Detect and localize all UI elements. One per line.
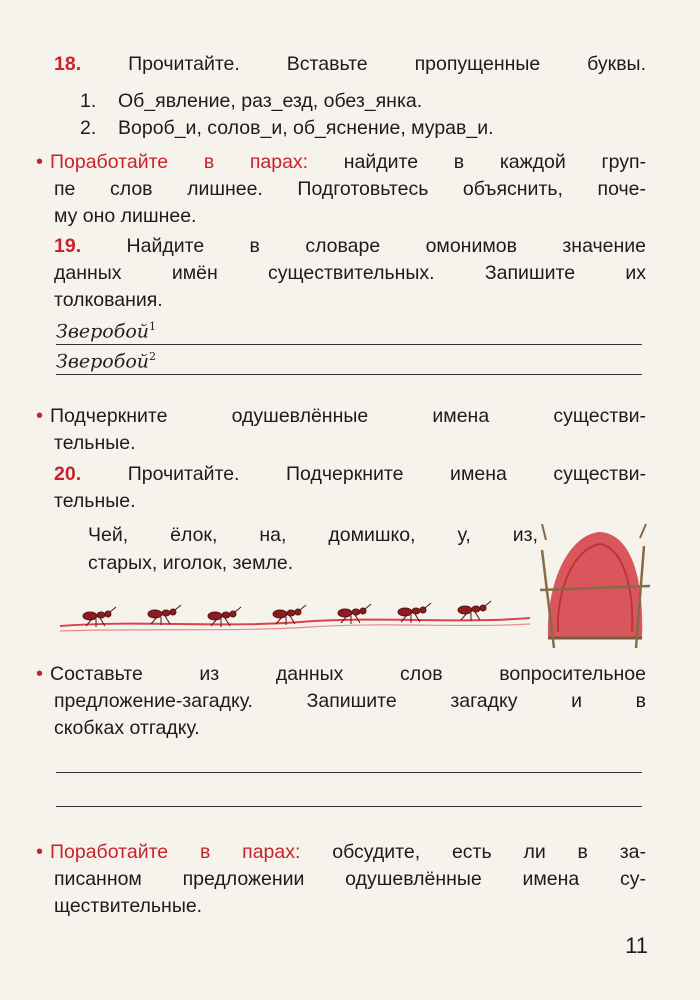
bullet-icon: • [36,841,44,863]
anthill-illustration [540,520,650,650]
ex20-number: 20. [54,463,82,485]
ex18-pair-task-2: пе слов лишнее. Подготовьтесь объяснить, поче- [54,178,646,200]
handwriting-2: Зверобой$^2$ [56,350,157,373]
ex18-pair-task-3: му оно лишнее. [54,205,197,227]
ex20-heading: 20. Прочитайте. Подчеркните имена существи- [54,463,646,485]
bullet-icon: • [36,405,44,427]
ex18-heading [54,50,646,78]
ex20-line-2: тельные. [54,490,136,512]
ex18-line-2: 2. Вороб_и, солов_и, об_яснение, мурав_и. [80,117,494,139]
ex20-compose-task-3: скобках отгадку. [54,717,200,739]
answer-line-1[interactable] [56,344,642,345]
ex19-line-3: толкования. [54,289,163,311]
bullet-icon: • [36,151,44,173]
ex20-pair-task-2: писанном предложении одушевлённые имена су- [54,868,646,890]
answer-line-4[interactable] [56,806,642,807]
ex20-compose-task-1: • Составьте из данных слов вопросительное [54,660,646,688]
ex19-underline-task-1: • Подчеркните одушевлённые имена существи- [54,402,646,430]
ex19-underline-task-2: тельные. [54,432,136,454]
ex20-words-2: старых, иголок, земле. [88,552,294,574]
answer-line-3[interactable] [56,772,642,773]
page-number: 11 [625,933,648,958]
ex20-words-1: Чей, ёлок, на, домишко, у, из, [88,524,538,546]
ex20-compose-task-2: предложение-загадку. Запишите загадку и в [54,690,646,712]
ex19-line-2: данных имён существительных. Запишите их [54,262,646,284]
handwriting-1: Зверобой$^1$ [56,320,157,343]
ex19-number: 19. [54,235,82,257]
ex18-title: Прочитайте. Вставьте пропущенные буквы. [128,53,646,75]
ex20-pair-task-3: ществительные. [54,895,203,917]
ex20-pair-task-1: • Поработайте в парах: обсудите, есть ли в за- [54,838,646,866]
ex18-line-1: 1. Об_явление, раз_езд, обез_янка. [80,90,423,112]
bullet-icon: • [36,663,44,685]
ant-column-illustration [60,598,530,638]
answer-line-2[interactable] [56,374,642,375]
ex19-heading: 19. Найдите в словаре омонимов значение [54,235,646,257]
ex18-number: 18. [54,53,82,75]
ex18-pair-task-1: • Поработайте в парах: найдите в каждой груп- [54,148,646,176]
